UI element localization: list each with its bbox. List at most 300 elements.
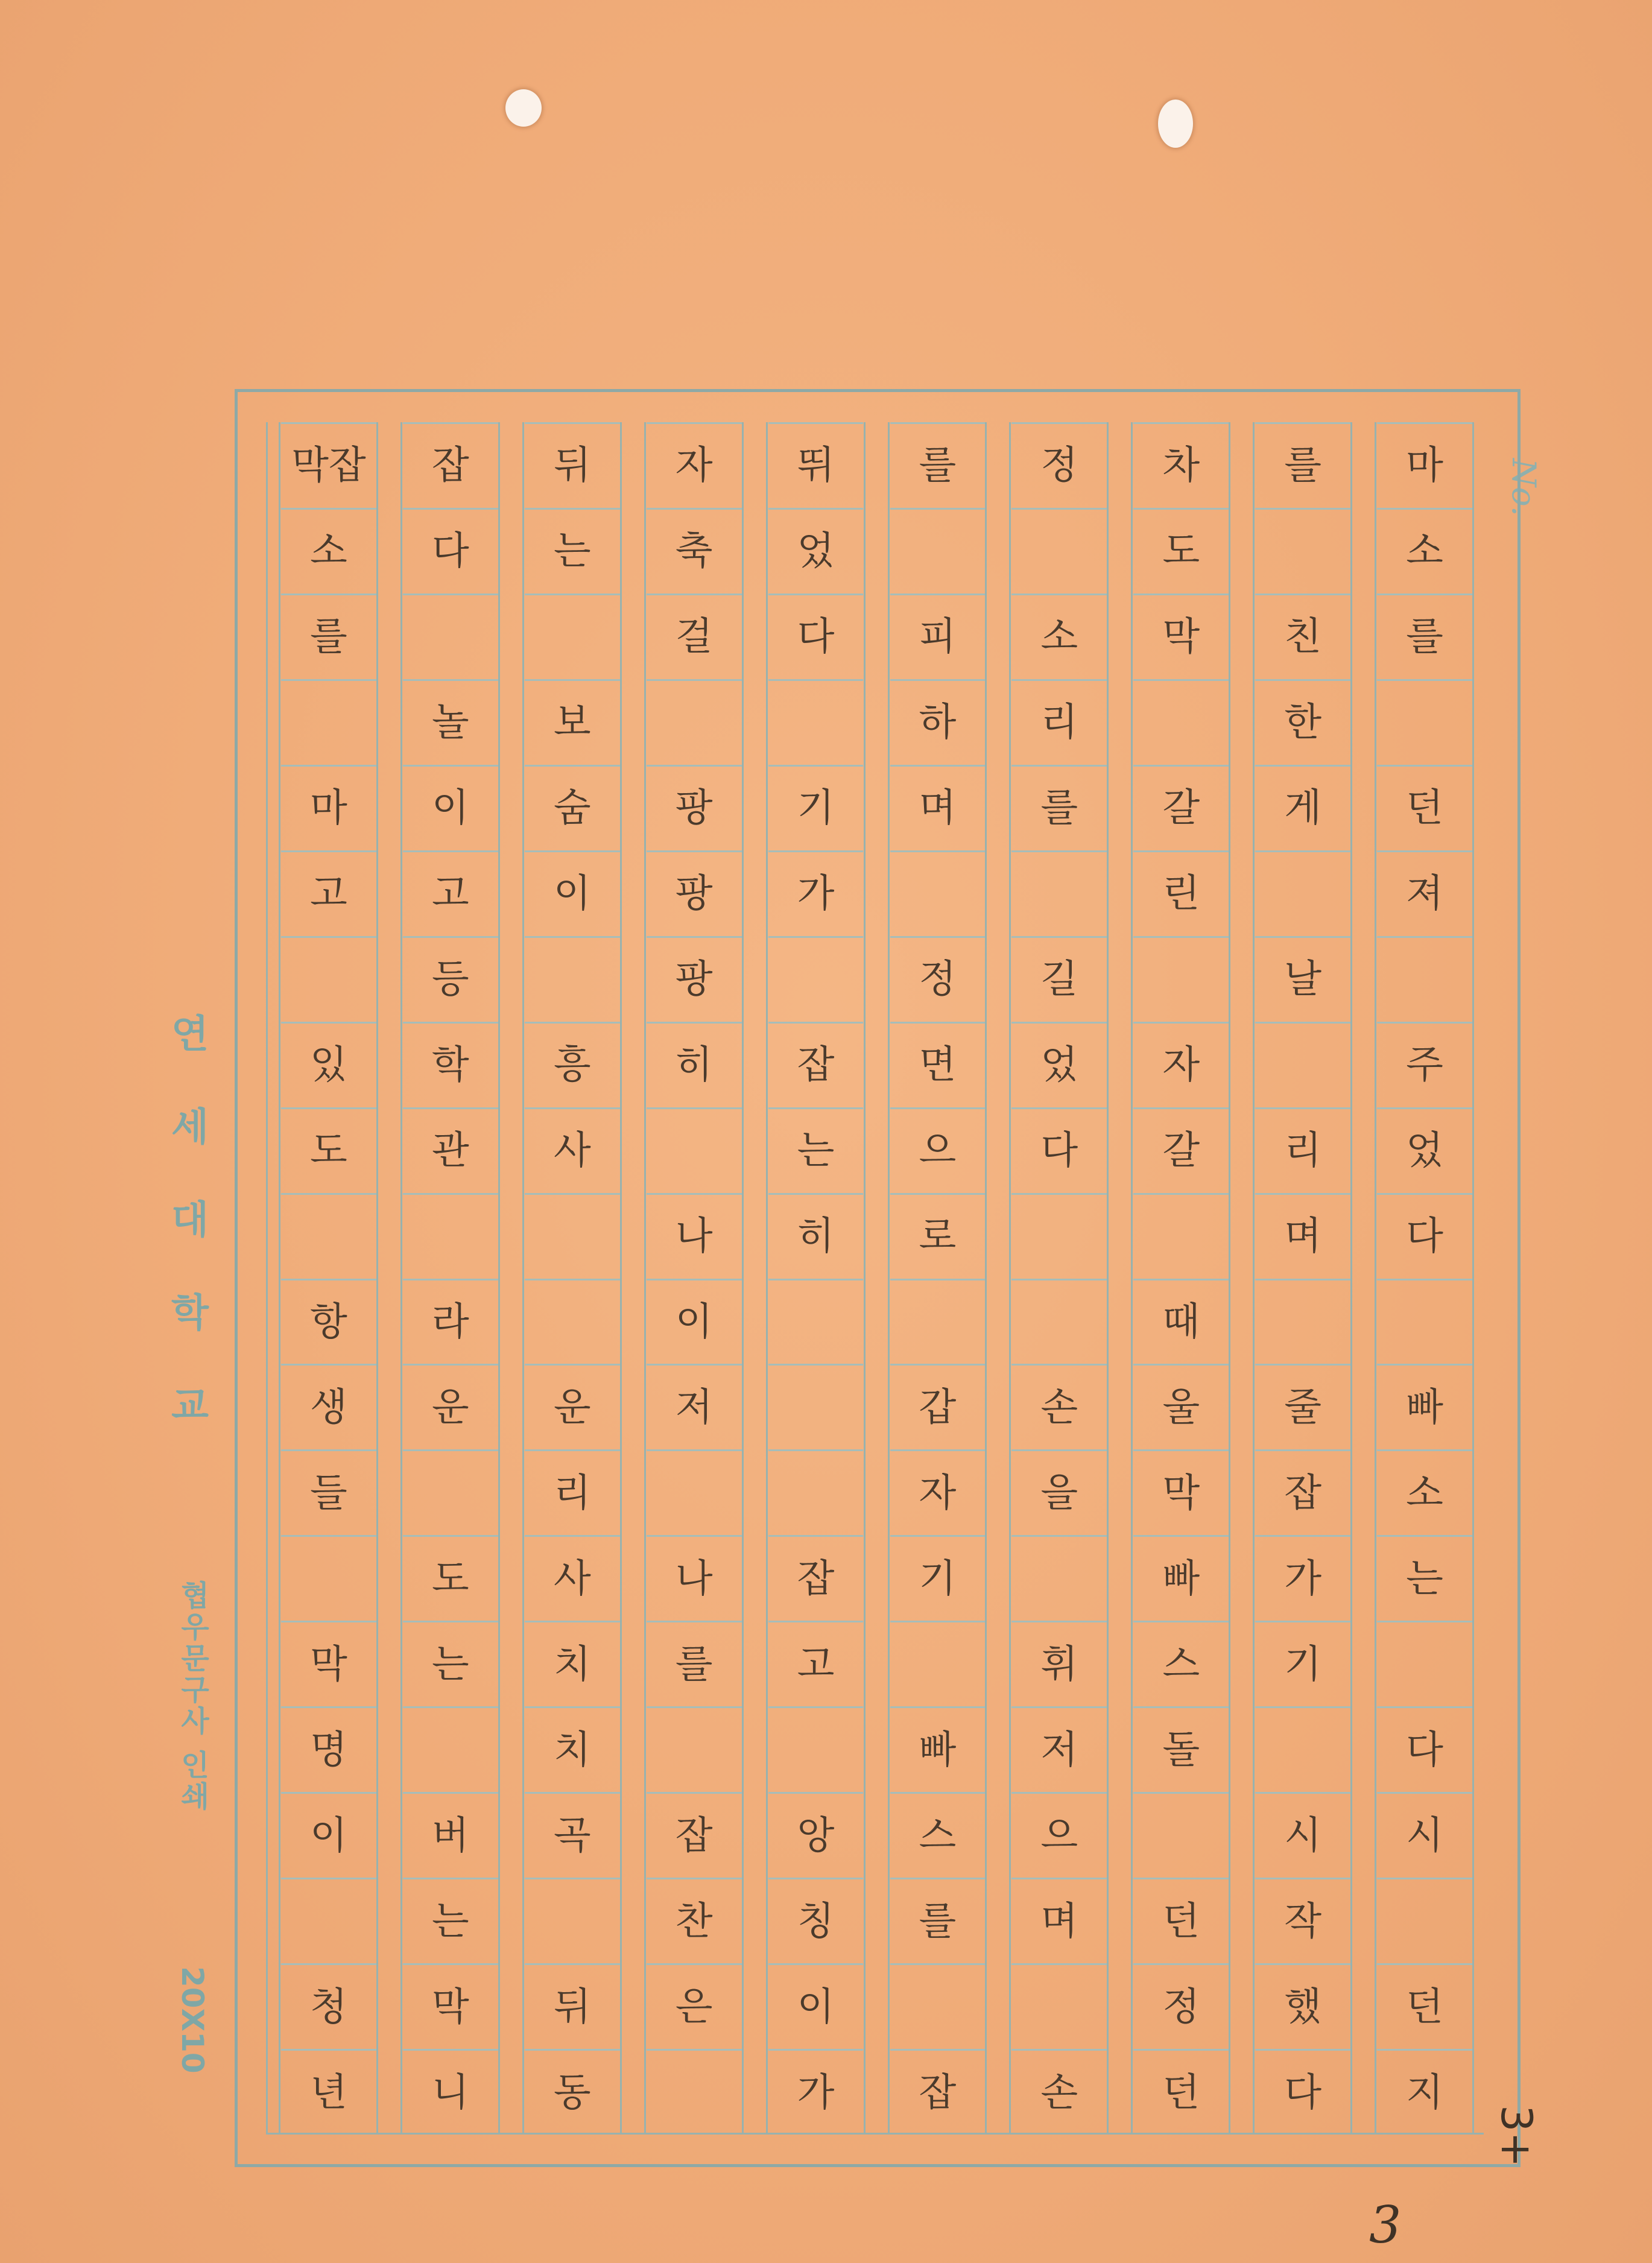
column-rule: [279, 422, 280, 2133]
handwritten-character: 한: [1284, 700, 1322, 745]
handwritten-character: 곡: [553, 1813, 591, 1858]
manuscript-cell: [1377, 1279, 1472, 1364]
manuscript-column: [768, 422, 864, 2133]
handwritten-character: 소: [1406, 529, 1443, 574]
manuscript-cell: [281, 1706, 376, 1792]
manuscript-cell: [647, 1193, 742, 1279]
handwritten-character: 팡: [675, 872, 713, 917]
manuscript-cell: [768, 679, 864, 765]
handwritten-character: 를: [1040, 786, 1078, 831]
manuscript-cell: [403, 422, 498, 508]
manuscript-cell: [1011, 850, 1107, 936]
manuscript-cell: [1011, 1706, 1107, 1792]
manuscript-cell: [525, 1792, 620, 1878]
manuscript-cell: [768, 1449, 864, 1535]
handwritten-character: 은: [675, 1984, 713, 2030]
handwritten-character: 던: [1162, 1899, 1200, 1944]
handwritten-character: 를: [310, 615, 347, 660]
handwritten-character: 다: [1284, 2070, 1322, 2115]
handwritten-character: 치: [553, 1727, 591, 1773]
handwritten-character: 빠: [1406, 1385, 1443, 1430]
manuscript-cell: [525, 1193, 620, 1279]
handwritten-character: 잡: [797, 1043, 835, 1088]
manuscript-cell: [281, 679, 376, 765]
column-rule: [376, 422, 378, 2133]
manuscript-cell: [525, 936, 620, 1022]
handwritten-character: 동: [553, 2070, 591, 2115]
manuscript-cell: [281, 936, 376, 1022]
handwritten-character: 돌: [1162, 1727, 1200, 1773]
manuscript-cell: [525, 1878, 620, 1963]
manuscript-cell: [403, 593, 498, 679]
manuscript-cell: [890, 1535, 986, 1621]
manuscript-cell: [768, 1022, 864, 1107]
handwritten-character: 자: [919, 1470, 957, 1516]
handwritten-character: 으: [919, 1128, 957, 1174]
manuscript-cell: [1133, 679, 1229, 765]
manuscript-cell: [1011, 422, 1107, 508]
handwritten-character: 손: [1040, 2070, 1078, 2115]
handwritten-character: 시: [1284, 1813, 1322, 1858]
manuscript-cell: [525, 679, 620, 765]
manuscript-cell: [768, 593, 864, 679]
manuscript-cell: [1255, 679, 1350, 765]
manuscript-cell: [281, 765, 376, 850]
manuscript-cell: [890, 850, 986, 936]
handwritten-character: 게: [1284, 786, 1322, 831]
manuscript-cell: [890, 1963, 986, 2049]
manuscript-grid: [266, 422, 1484, 2135]
manuscript-cell: [525, 2049, 620, 2135]
manuscript-cell: [1011, 508, 1107, 593]
manuscript-cell: [525, 1621, 620, 1706]
manuscript-cell: [1255, 1963, 1350, 2049]
handwritten-character: 스: [1162, 1642, 1200, 1687]
manuscript-cell: [1011, 1193, 1107, 1279]
manuscript-column: [1011, 422, 1107, 2133]
handwritten-character: 휘: [1040, 1642, 1078, 1687]
manuscript-cell: [1255, 1706, 1350, 1792]
handwritten-character: 던: [1406, 786, 1443, 831]
manuscript-cell: [1133, 1449, 1229, 1535]
handwritten-character: 차: [1162, 443, 1200, 489]
handwritten-character: 를: [919, 443, 957, 489]
handwritten-character: 가: [797, 2070, 835, 2115]
manuscript-cell: [281, 1792, 376, 1878]
manuscript-cell: [647, 936, 742, 1022]
handwritten-character: 리: [1284, 1128, 1322, 1174]
handwritten-character: 생: [310, 1385, 347, 1430]
manuscript-cell: [1255, 765, 1350, 850]
handwritten-character: 기: [797, 786, 835, 831]
column-rule: [1009, 422, 1011, 2133]
handwritten-character: 었: [1040, 1043, 1078, 1088]
manuscript-cell: [768, 1706, 864, 1792]
handwritten-character: 빠: [1162, 1556, 1200, 1601]
handwritten-character: 갈: [1162, 1128, 1200, 1174]
column-rule: [522, 422, 524, 2133]
handwritten-character: 소: [310, 529, 347, 574]
manuscript-cell: [768, 1792, 864, 1878]
handwritten-character: 로: [919, 1214, 957, 1259]
manuscript-cell: [1255, 1193, 1350, 1279]
manuscript-cell: [1255, 1107, 1350, 1193]
manuscript-cell: [1377, 1792, 1472, 1878]
manuscript-cell: [1011, 1792, 1107, 1878]
manuscript-cell: [403, 1364, 498, 1449]
manuscript-cell: [647, 1535, 742, 1621]
handwritten-character: 져: [1406, 872, 1443, 917]
manuscript-cell: [1377, 1535, 1472, 1621]
manuscript-cell: [1011, 1535, 1107, 1621]
handwritten-character: 막: [1162, 615, 1200, 660]
handwritten-character: 다: [797, 615, 835, 660]
handwritten-character: 를: [675, 1642, 713, 1687]
handwritten-character: 갈: [1162, 786, 1200, 831]
manuscript-cell: [403, 765, 498, 850]
handwritten-character: 항: [310, 1299, 347, 1344]
handwritten-character: 시: [1406, 1813, 1443, 1858]
manuscript-cell: [281, 1878, 376, 1963]
handwritten-character: 리: [553, 1470, 591, 1516]
handwritten-character: 등: [431, 957, 469, 1002]
column-rule: [1472, 422, 1474, 2133]
printer-name-stamp: 협우문구사 인쇄: [176, 1580, 209, 1812]
column-rule: [1131, 422, 1133, 2133]
manuscript-column: [647, 422, 742, 2133]
handwritten-character: 잡: [675, 1813, 713, 1858]
handwritten-character: 도: [1162, 529, 1200, 574]
handwritten-character: 는: [553, 529, 591, 574]
handwritten-character: 줄: [1284, 1385, 1322, 1430]
manuscript-cell: [647, 765, 742, 850]
manuscript-cell: [1377, 508, 1472, 593]
manuscript-cell: [647, 850, 742, 936]
handwritten-character: 울: [1162, 1385, 1200, 1430]
manuscript-cell: [890, 1621, 986, 1706]
manuscript-cell: [647, 1449, 742, 1535]
manuscript-cell: [768, 1279, 864, 1364]
column-rule: [400, 422, 402, 2133]
manuscript-cell: [281, 1279, 376, 1364]
handwritten-character: 이: [553, 872, 591, 917]
manuscript-cell: [1255, 2049, 1350, 2135]
manuscript-cell: [281, 1022, 376, 1107]
column-rule: [742, 422, 744, 2133]
column-rule: [1107, 422, 1109, 2133]
handwritten-character: 잡: [919, 2070, 957, 2115]
manuscript-column: [890, 422, 986, 2133]
manuscript-column: [1133, 422, 1229, 2133]
handwritten-character: 찬: [675, 1899, 713, 1944]
manuscript-cell: [647, 1792, 742, 1878]
handwritten-character: 자: [1162, 1043, 1200, 1088]
handwritten-character: 날: [1284, 957, 1322, 1002]
handwritten-character: 숨: [553, 786, 591, 831]
manuscript-cell: [403, 1792, 498, 1878]
manuscript-cell: [768, 1878, 864, 1963]
manuscript-cell: [1255, 422, 1350, 508]
handwritten-character: 리: [1040, 700, 1078, 745]
manuscript-cell: [1377, 1107, 1472, 1193]
manuscript-cell: [647, 1963, 742, 2049]
column-rule: [1229, 422, 1230, 2133]
manuscript-cell: [1255, 936, 1350, 1022]
handwritten-character: 때: [1162, 1299, 1200, 1344]
manuscript-cell: [403, 1963, 498, 2049]
handwritten-character: 갑: [919, 1385, 957, 1430]
manuscript-cell: [525, 1449, 620, 1535]
manuscript-cell: [768, 1621, 864, 1706]
manuscript-cell: [1133, 1022, 1229, 1107]
manuscript-cell: [525, 1364, 620, 1449]
handwritten-character: 고: [797, 1642, 835, 1687]
handwritten-character: 소: [1040, 615, 1078, 660]
manuscript-cell: [1133, 850, 1229, 936]
manuscript-cell: [525, 593, 620, 679]
manuscript-cell: [1377, 593, 1472, 679]
handwritten-character: 스: [919, 1813, 957, 1858]
manuscript-cell: [1255, 1279, 1350, 1364]
manuscript-cell: [647, 679, 742, 765]
handwritten-character: 잡: [1284, 1470, 1322, 1516]
handwritten-character: 지: [1406, 2070, 1443, 2115]
manuscript-cell: [403, 1449, 498, 1535]
handwritten-character: 던: [1406, 1984, 1443, 2030]
handwritten-character: 는: [1406, 1556, 1443, 1601]
manuscript-cell: [403, 1878, 498, 1963]
manuscript-cell: [1133, 1878, 1229, 1963]
handwritten-character: 뒤: [553, 443, 591, 489]
manuscript-cell: [647, 593, 742, 679]
handwritten-character: 히: [797, 1214, 835, 1259]
manuscript-cell: [1377, 1364, 1472, 1449]
manuscript-cell: [1011, 1107, 1107, 1193]
manuscript-cell: [525, 422, 620, 508]
manuscript-cell: [768, 1193, 864, 1279]
handwritten-character: 니: [431, 2070, 469, 2115]
manuscript-cell: [403, 1706, 498, 1792]
handwritten-character: 저: [675, 1385, 713, 1430]
column-rule: [864, 422, 866, 2133]
handwritten-character: 했: [1284, 1984, 1322, 2030]
manuscript-cell: [1255, 1364, 1350, 1449]
manuscript-cell: [1255, 1535, 1350, 1621]
handwritten-character: 린: [1162, 872, 1200, 917]
manuscript-cell: [1011, 1963, 1107, 2049]
manuscript-cell: [1255, 1022, 1350, 1107]
handwritten-character: 기: [919, 1556, 957, 1601]
handwritten-character: 며: [919, 786, 957, 831]
manuscript-cell: [281, 2049, 376, 2135]
handwritten-character: 앙: [797, 1813, 835, 1858]
handwritten-character: 보: [553, 700, 591, 745]
manuscript-cell: [525, 850, 620, 936]
handwritten-character: 를: [919, 1899, 957, 1944]
handwritten-character: 흥: [553, 1043, 591, 1088]
manuscript-cell: [1011, 1621, 1107, 1706]
manuscript-cell: [1255, 1878, 1350, 1963]
manuscript-cell: [647, 1706, 742, 1792]
manuscript-cell: [890, 1792, 986, 1878]
manuscript-cell: [281, 1963, 376, 2049]
manuscript-cell: [768, 850, 864, 936]
handwritten-character: 며: [1284, 1214, 1322, 1259]
manuscript-cell: [525, 1022, 620, 1107]
handwritten-character: 주: [1406, 1043, 1443, 1088]
handwritten-character: 소: [1406, 1470, 1443, 1516]
manuscript-cell: [281, 422, 376, 508]
handwritten-character: 을: [1040, 1470, 1078, 1516]
grid-size-label: 20X10: [175, 1966, 210, 2074]
manuscript-cell: [1011, 1878, 1107, 1963]
handwritten-character: 들: [310, 1470, 347, 1516]
manuscript-cell: [525, 1535, 620, 1621]
manuscript-cell: [525, 765, 620, 850]
column-rule: [888, 422, 890, 2133]
manuscript-cell: [647, 1107, 742, 1193]
handwritten-character: 를: [1406, 615, 1443, 660]
handwritten-character: 히: [675, 1043, 713, 1088]
handwritten-character: 칭: [797, 1899, 835, 1944]
manuscript-cell: [525, 508, 620, 593]
handwritten-character: 이: [310, 1813, 347, 1858]
handwritten-character: 던: [1162, 2070, 1200, 2115]
manuscript-cell: [281, 593, 376, 679]
page-number: 3: [1369, 2195, 1402, 2255]
handwritten-character: 다: [1406, 1214, 1443, 1259]
handwritten-character: 잡: [431, 443, 469, 489]
manuscript-column: [1377, 422, 1472, 2133]
manuscript-cell: [1377, 1449, 1472, 1535]
manuscript-cell: [1377, 2049, 1472, 2135]
handwritten-character: 길: [1040, 957, 1078, 1002]
manuscript-cell: [1133, 1279, 1229, 1364]
handwritten-character: 막잡: [291, 443, 366, 489]
manuscript-cell: [1255, 1621, 1350, 1706]
handwritten-character: 놀: [431, 700, 469, 745]
manuscript-cell: [890, 508, 986, 593]
manuscript-cell: [647, 1878, 742, 1963]
manuscript-cell: [403, 679, 498, 765]
handwritten-character: 버: [431, 1813, 469, 1858]
manuscript-column: [403, 422, 498, 2133]
manuscript-cell: [1377, 1022, 1472, 1107]
handwritten-character: 는: [797, 1128, 835, 1174]
handwritten-character: 관: [431, 1128, 469, 1174]
manuscript-cell: [768, 422, 864, 508]
manuscript-cell: [1011, 765, 1107, 850]
manuscript-column: [281, 422, 376, 2133]
manuscript-cell: [1011, 1364, 1107, 1449]
manuscript-cell: [647, 1279, 742, 1364]
manuscript-cell: [1133, 508, 1229, 593]
manuscript-cell: [890, 765, 986, 850]
column-rule: [1253, 422, 1255, 2133]
manuscript-cell: [1011, 1449, 1107, 1535]
manuscript-cell: [403, 850, 498, 936]
handwritten-character: 는: [431, 1899, 469, 1944]
manuscript-cell: [647, 422, 742, 508]
handwritten-character: 도: [431, 1556, 469, 1601]
manuscript-cell: [647, 2049, 742, 2135]
manuscript-cell: [1377, 1963, 1472, 2049]
manuscript-cell: [1133, 1706, 1229, 1792]
manuscript-cell: [890, 1706, 986, 1792]
manuscript-cell: [403, 1279, 498, 1364]
manuscript-cell: [768, 508, 864, 593]
manuscript-cell: [1133, 765, 1229, 850]
handwritten-character: 고: [310, 872, 347, 917]
handwritten-character: 치: [553, 1642, 591, 1687]
manuscript-cell: [1255, 850, 1350, 936]
manuscript-cell: [890, 936, 986, 1022]
handwritten-character: 며: [1040, 1899, 1078, 1944]
handwritten-character: 손: [1040, 1385, 1078, 1430]
manuscript-cell: [890, 2049, 986, 2135]
manuscript-cell: [1377, 1621, 1472, 1706]
handwritten-character: 이: [431, 786, 469, 831]
manuscript-cell: [1377, 936, 1472, 1022]
manuscript-cell: [403, 508, 498, 593]
handwritten-character: 있: [310, 1043, 347, 1088]
handwritten-character: 학: [431, 1043, 469, 1088]
manuscript-cell: [1255, 508, 1350, 593]
manuscript-cell: [1255, 593, 1350, 679]
manuscript-cell: [1133, 1792, 1229, 1878]
column-rule: [644, 422, 646, 2133]
handwritten-character: 빠: [919, 1727, 957, 1773]
manuscript-cell: [647, 1621, 742, 1706]
manuscript-cell: [1011, 1279, 1107, 1364]
manuscript-cell: [1133, 1364, 1229, 1449]
handwritten-character: 고: [431, 872, 469, 917]
manuscript-cell: [890, 1279, 986, 1364]
manuscript-cell: [403, 1621, 498, 1706]
manuscript-cell: [1133, 1621, 1229, 1706]
manuscript-cell: [1133, 1107, 1229, 1193]
handwritten-character: 막: [431, 1984, 469, 2030]
handwritten-character: 뛰: [797, 443, 835, 489]
manuscript-cell: [525, 1279, 620, 1364]
handwritten-character: 도: [310, 1128, 347, 1174]
handwritten-character: 명: [310, 1727, 347, 1773]
manuscript-cell: [890, 1364, 986, 1449]
handwritten-character: 정: [1162, 1984, 1200, 2030]
handwritten-character: 나: [675, 1556, 713, 1601]
column-rule: [1350, 422, 1352, 2133]
manuscript-cell: [1011, 593, 1107, 679]
manuscript-cell: [1377, 1193, 1472, 1279]
handwritten-character: 하: [919, 700, 957, 745]
manuscript-cell: [281, 1449, 376, 1535]
handwritten-character: 축: [675, 529, 713, 574]
handwritten-character: 다: [431, 529, 469, 574]
manuscript-cell: [1133, 422, 1229, 508]
manuscript-cell: [1255, 1449, 1350, 1535]
manuscript-cell: [1377, 1706, 1472, 1792]
handwritten-character: 년: [310, 2070, 347, 2115]
manuscript-cell: [890, 1449, 986, 1535]
handwritten-character: 었: [1406, 1128, 1443, 1174]
manuscript-cell: [647, 1364, 742, 1449]
manuscript-cell: [890, 593, 986, 679]
handwritten-character: 이: [675, 1299, 713, 1344]
manuscript-cell: [1377, 1878, 1472, 1963]
column-rule: [620, 422, 622, 2133]
manuscript-cell: [768, 2049, 864, 2135]
manuscript-cell: [1377, 422, 1472, 508]
